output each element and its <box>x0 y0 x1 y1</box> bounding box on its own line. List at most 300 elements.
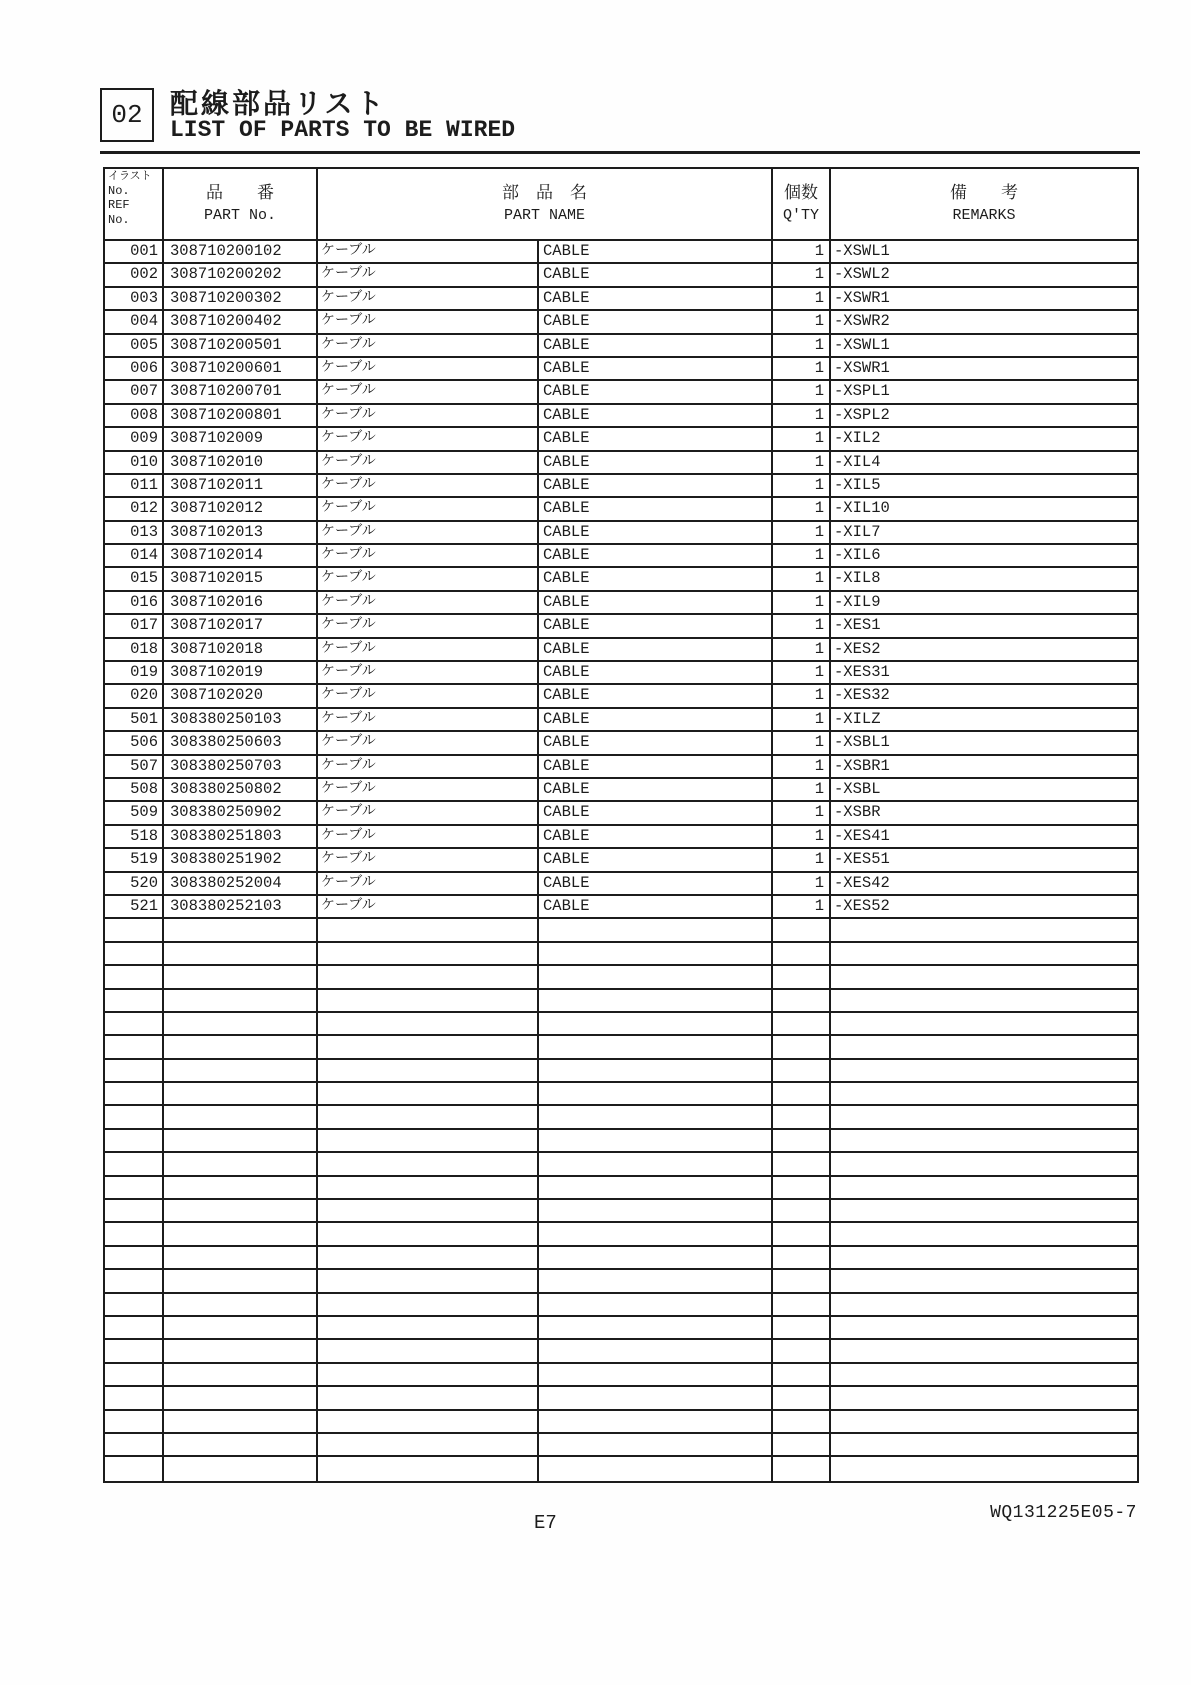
cell-ref: 509 <box>105 802 164 823</box>
cell-part-name-ja: ケーブル <box>318 428 539 449</box>
cell-qty: 1 <box>773 592 831 613</box>
cell-part-name-ja-empty <box>318 919 539 940</box>
table-row-empty <box>105 919 1137 942</box>
cell-part-no-empty <box>164 1387 318 1408</box>
cell-part-no: 3087102020 <box>164 685 318 706</box>
cell-part-no: 308710200402 <box>164 311 318 332</box>
cell-qty-empty <box>773 943 831 964</box>
cell-ref-empty <box>105 943 164 964</box>
cell-qty: 1 <box>773 568 831 589</box>
cell-ref-empty <box>105 1411 164 1432</box>
cell-qty-empty <box>773 1411 831 1432</box>
cell-qty-empty <box>773 1434 831 1455</box>
table-row-empty <box>105 1130 1137 1153</box>
cell-remarks-empty <box>831 1200 1137 1221</box>
cell-part-name-ja: ケーブル <box>318 264 539 285</box>
cell-part-name-ja: ケーブル <box>318 498 539 519</box>
cell-part-no: 308380250603 <box>164 732 318 753</box>
cell-part-name-ja-empty <box>318 1387 539 1408</box>
table-row-empty <box>105 990 1137 1013</box>
cell-part-name-en: CABLE <box>539 522 773 543</box>
cell-remarks-empty <box>831 1083 1137 1104</box>
cell-qty: 1 <box>773 802 831 823</box>
cell-part-name-en-empty <box>539 1270 773 1291</box>
cell-part-name-ja-empty <box>318 1060 539 1081</box>
cell-remarks: -XES2 <box>834 639 881 658</box>
cell-part-no-empty <box>164 1434 318 1455</box>
table-row <box>105 709 1137 732</box>
cell-ref: 019 <box>105 662 164 683</box>
cell-qty: 1 <box>773 264 831 285</box>
cell-ref: 520 <box>105 873 164 894</box>
cell-part-name-ja: ケーブル <box>318 685 539 706</box>
cell-qty: 1 <box>773 405 831 426</box>
cell-part-name-ja-empty <box>318 1153 539 1174</box>
cell-part-no-empty <box>164 1364 318 1385</box>
table-row <box>105 405 1137 428</box>
cell-part-name-en-empty <box>539 1247 773 1268</box>
cell-ref-empty <box>105 1340 164 1361</box>
cell-remarks: -XIL6 <box>834 546 881 565</box>
cell-part-name-ja-empty <box>318 1364 539 1385</box>
page-title-english: LIST OF PARTS TO BE WIRED <box>170 117 516 143</box>
cell-qty-empty <box>773 1457 831 1480</box>
cell-part-name-ja: ケーブル <box>318 545 539 566</box>
cell-qty-empty <box>773 1200 831 1221</box>
cell-part-no: 308710200102 <box>164 241 318 262</box>
cell-remarks: -XES32 <box>834 686 890 705</box>
cell-qty-empty <box>773 990 831 1011</box>
cell-part-no: 308710200701 <box>164 381 318 402</box>
cell-qty: 1 <box>773 241 831 262</box>
cell-part-no: 308380251803 <box>164 826 318 847</box>
cell-part-name-ja-empty <box>318 1247 539 1268</box>
cell-ref: 001 <box>105 241 164 262</box>
cell-remarks: -XSWR2 <box>834 312 890 331</box>
cell-part-name-ja-empty <box>318 943 539 964</box>
cell-part-name-en-empty <box>539 1340 773 1361</box>
cell-ref-empty <box>105 1036 164 1057</box>
page-title-japanese: 配線部品リスト <box>170 91 387 122</box>
cell-qty: 1 <box>773 452 831 473</box>
cell-part-no-empty <box>164 1247 318 1268</box>
cell-remarks-empty <box>831 1223 1137 1244</box>
cell-part-no-empty <box>164 1153 318 1174</box>
cell-remarks-empty <box>831 1294 1137 1315</box>
cell-remarks: -XES52 <box>834 896 890 915</box>
cell-part-name-en: CABLE <box>539 685 773 706</box>
table-row <box>105 522 1137 545</box>
cell-ref-empty <box>105 1364 164 1385</box>
table-row-empty <box>105 1223 1137 1246</box>
cell-part-name-en-empty <box>539 1130 773 1151</box>
cell-part-no: 308710200501 <box>164 335 318 356</box>
table-row <box>105 639 1137 662</box>
cell-qty: 1 <box>773 428 831 449</box>
table-row-empty <box>105 966 1137 989</box>
cell-part-name-en-empty <box>539 1106 773 1127</box>
header-part-no-en: PART No. <box>203 206 276 224</box>
cell-part-name-en: CABLE <box>539 358 773 379</box>
cell-ref: 017 <box>105 615 164 636</box>
cell-remarks-empty <box>831 966 1137 987</box>
footer-page-code: E7 <box>534 1512 557 1534</box>
cell-part-name-en-empty <box>539 1083 773 1104</box>
table-row <box>105 896 1137 919</box>
table-row-empty <box>105 1247 1137 1270</box>
cell-part-name-ja-empty <box>318 1294 539 1315</box>
cell-remarks-empty <box>831 1364 1137 1385</box>
header-remarks-ja: 備 考 <box>950 184 1018 204</box>
cell-part-name-en: CABLE <box>539 639 773 660</box>
table-row <box>105 685 1137 708</box>
table-row-empty <box>105 1340 1137 1363</box>
cell-part-no: 3087102009 <box>164 428 318 449</box>
cell-ref-empty <box>105 1457 164 1480</box>
cell-part-no: 3087102013 <box>164 522 318 543</box>
cell-qty-empty <box>773 1223 831 1244</box>
cell-ref-empty <box>105 1223 164 1244</box>
cell-remarks: -XSBL <box>834 779 881 798</box>
cell-qty-empty <box>773 1294 831 1315</box>
table-row <box>105 475 1137 498</box>
table-row-empty <box>105 1294 1137 1317</box>
cell-qty-empty <box>773 1060 831 1081</box>
cell-part-name-ja-empty <box>318 1340 539 1361</box>
table-row <box>105 873 1137 896</box>
cell-remarks: -XSWL1 <box>834 335 890 354</box>
cell-part-name-en-empty <box>539 1060 773 1081</box>
header-qty-en: Q'TY <box>782 206 819 224</box>
cell-part-name-ja: ケーブル <box>318 615 539 636</box>
cell-part-name-en-empty <box>539 1153 773 1174</box>
cell-ref-empty <box>105 1177 164 1198</box>
cell-part-name-ja: ケーブル <box>318 335 539 356</box>
table-header-row <box>105 169 1137 241</box>
cell-part-no-empty <box>164 943 318 964</box>
cell-part-name-en-empty <box>539 1036 773 1057</box>
cell-part-no-empty <box>164 1200 318 1221</box>
cell-part-no-empty <box>164 1270 318 1291</box>
cell-part-name-ja-empty <box>318 1200 539 1221</box>
cell-qty: 1 <box>773 381 831 402</box>
header-ref-line-4: No. <box>108 212 130 227</box>
cell-remarks-empty <box>831 1130 1137 1151</box>
cell-ref: 010 <box>105 452 164 473</box>
cell-ref: 007 <box>105 381 164 402</box>
cell-part-no: 308380250703 <box>164 756 318 777</box>
cell-ref: 506 <box>105 732 164 753</box>
cell-ref-empty <box>105 919 164 940</box>
cell-part-no: 3087102010 <box>164 452 318 473</box>
table-row <box>105 452 1137 475</box>
cell-part-no-empty <box>164 919 318 940</box>
cell-remarks: -XSWL2 <box>834 265 890 284</box>
cell-part-name-ja-empty <box>318 990 539 1011</box>
cell-part-name-en-empty <box>539 1457 773 1480</box>
cell-remarks-empty <box>831 990 1137 1011</box>
cell-part-no: 308380252103 <box>164 896 318 917</box>
table-row <box>105 311 1137 334</box>
cell-part-no-empty <box>164 1411 318 1432</box>
cell-qty: 1 <box>773 732 831 753</box>
cell-ref: 507 <box>105 756 164 777</box>
cell-remarks: -XIL8 <box>834 569 881 588</box>
cell-part-name-ja-empty <box>318 1130 539 1151</box>
cell-part-name-ja: ケーブル <box>318 311 539 332</box>
cell-part-name-en-empty <box>539 919 773 940</box>
cell-remarks: -XES1 <box>834 616 881 635</box>
cell-remarks: -XSBR1 <box>834 756 890 775</box>
cell-part-name-ja-empty <box>318 1317 539 1338</box>
cell-part-no-empty <box>164 1106 318 1127</box>
cell-remarks: -XSBL1 <box>834 733 890 752</box>
cell-remarks: -XIL10 <box>834 499 890 518</box>
cell-remarks-empty <box>831 1036 1137 1057</box>
cell-remarks-empty <box>831 1317 1137 1338</box>
cell-part-no: 3087102016 <box>164 592 318 613</box>
cell-part-name-en: CABLE <box>539 428 773 449</box>
cell-ref: 518 <box>105 826 164 847</box>
cell-part-name-ja: ケーブル <box>318 849 539 870</box>
cell-remarks-empty <box>831 1411 1137 1432</box>
cell-part-name-en: CABLE <box>539 896 773 917</box>
cell-qty: 1 <box>773 545 831 566</box>
cell-part-name-en: CABLE <box>539 779 773 800</box>
cell-part-name-ja-empty <box>318 1411 539 1432</box>
cell-ref: 006 <box>105 358 164 379</box>
header-part-name-en: PART NAME <box>503 206 585 224</box>
header-part-name-ja: 部 品 名 <box>502 184 587 204</box>
cell-qty-empty <box>773 1270 831 1291</box>
cell-qty: 1 <box>773 685 831 706</box>
cell-ref-empty <box>105 1294 164 1315</box>
header-part-no-ja: 品 番 <box>206 184 274 204</box>
cell-ref-empty <box>105 1434 164 1455</box>
cell-remarks-empty <box>831 1247 1137 1268</box>
cell-ref: 014 <box>105 545 164 566</box>
cell-part-name-en-empty <box>539 943 773 964</box>
cell-part-no-empty <box>164 1317 318 1338</box>
cell-part-name-ja: ケーブル <box>318 732 539 753</box>
cell-part-name-ja-empty <box>318 1106 539 1127</box>
table-row-empty <box>105 1411 1137 1434</box>
table-row <box>105 756 1137 779</box>
section-number-box <box>100 88 154 142</box>
cell-ref: 519 <box>105 849 164 870</box>
table-row-empty <box>105 1364 1137 1387</box>
cell-part-no: 308380250902 <box>164 802 318 823</box>
table-row <box>105 568 1137 591</box>
cell-part-name-en: CABLE <box>539 288 773 309</box>
cell-part-no: 3087102014 <box>164 545 318 566</box>
cell-part-name-ja-empty <box>318 1434 539 1455</box>
cell-remarks-empty <box>831 1270 1137 1291</box>
cell-qty: 1 <box>773 522 831 543</box>
cell-part-name-en: CABLE <box>539 241 773 262</box>
table-row-empty <box>105 1153 1137 1176</box>
cell-part-name-ja: ケーブル <box>318 568 539 589</box>
cell-ref: 003 <box>105 288 164 309</box>
cell-part-no-empty <box>164 1083 318 1104</box>
cell-remarks: -XSWL1 <box>834 242 890 260</box>
cell-ref: 501 <box>105 709 164 730</box>
footer-document-code: WQ131225E05-7 <box>990 1503 1137 1523</box>
title-underline-rule <box>100 151 1140 154</box>
table-row-empty <box>105 1036 1137 1059</box>
cell-part-no: 3087102018 <box>164 639 318 660</box>
cell-part-name-en: CABLE <box>539 405 773 426</box>
cell-part-no: 3087102019 <box>164 662 318 683</box>
cell-part-name-en-empty <box>539 1223 773 1244</box>
cell-part-no: 308710200302 <box>164 288 318 309</box>
table-row <box>105 241 1137 264</box>
cell-qty-empty <box>773 1106 831 1127</box>
cell-ref: 012 <box>105 498 164 519</box>
table-row <box>105 826 1137 849</box>
cell-part-name-en-empty <box>539 1294 773 1315</box>
table-row-empty <box>105 1177 1137 1200</box>
cell-part-name-ja: ケーブル <box>318 452 539 473</box>
cell-qty: 1 <box>773 288 831 309</box>
header-ref-line-1: イラスト <box>108 171 152 183</box>
cell-part-no-empty <box>164 1457 318 1480</box>
cell-part-name-en: CABLE <box>539 849 773 870</box>
cell-part-name-ja-empty <box>318 1083 539 1104</box>
cell-qty: 1 <box>773 709 831 730</box>
cell-part-name-en: CABLE <box>539 873 773 894</box>
cell-ref: 018 <box>105 639 164 660</box>
cell-ref-empty <box>105 1013 164 1034</box>
cell-part-name-ja: ケーブル <box>318 709 539 730</box>
cell-part-name-en-empty <box>539 1317 773 1338</box>
cell-remarks: -XILZ <box>834 709 881 728</box>
cell-ref: 508 <box>105 779 164 800</box>
cell-qty: 1 <box>773 615 831 636</box>
cell-qty-empty <box>773 1340 831 1361</box>
cell-qty: 1 <box>773 849 831 870</box>
cell-ref: 002 <box>105 264 164 285</box>
cell-remarks: -XSWR1 <box>834 358 890 377</box>
cell-part-no: 308710200601 <box>164 358 318 379</box>
cell-ref: 020 <box>105 685 164 706</box>
cell-remarks-empty <box>831 943 1137 964</box>
table-row <box>105 592 1137 615</box>
table-row-empty <box>105 1387 1137 1410</box>
cell-ref-empty <box>105 1387 164 1408</box>
cell-ref-empty <box>105 1247 164 1268</box>
cell-part-name-en-empty <box>539 1434 773 1455</box>
cell-remarks-empty <box>831 1434 1137 1455</box>
cell-part-name-ja-empty <box>318 1223 539 1244</box>
header-qty-ja: 個数 <box>784 184 818 204</box>
cell-qty-empty <box>773 1013 831 1034</box>
cell-part-name-ja: ケーブル <box>318 639 539 660</box>
cell-remarks: -XSPL1 <box>834 382 890 401</box>
cell-part-name-ja-empty <box>318 1177 539 1198</box>
cell-qty: 1 <box>773 311 831 332</box>
cell-part-no-empty <box>164 1013 318 1034</box>
table-row <box>105 335 1137 358</box>
cell-part-name-en-empty <box>539 1013 773 1034</box>
cell-part-name-ja: ケーブル <box>318 522 539 543</box>
cell-part-no: 3087102012 <box>164 498 318 519</box>
cell-remarks-empty <box>831 1457 1137 1480</box>
cell-remarks: -XES51 <box>834 850 890 869</box>
cell-qty-empty <box>773 1036 831 1057</box>
table-row-empty <box>105 1270 1137 1293</box>
cell-qty: 1 <box>773 756 831 777</box>
cell-part-no: 308710200202 <box>164 264 318 285</box>
cell-part-name-ja-empty <box>318 1270 539 1291</box>
cell-part-no: 308380252004 <box>164 873 318 894</box>
cell-ref-empty <box>105 1106 164 1127</box>
cell-part-name-ja: ケーブル <box>318 826 539 847</box>
cell-qty: 1 <box>773 873 831 894</box>
cell-part-name-en: CABLE <box>539 381 773 402</box>
table-row <box>105 498 1137 521</box>
cell-part-name-ja: ケーブル <box>318 288 539 309</box>
cell-qty: 1 <box>773 779 831 800</box>
header-cell-qty <box>773 169 831 239</box>
cell-part-no-empty <box>164 1177 318 1198</box>
cell-part-name-en: CABLE <box>539 662 773 683</box>
cell-part-name-en: CABLE <box>539 826 773 847</box>
cell-remarks: -XIL5 <box>834 475 881 494</box>
cell-ref: 009 <box>105 428 164 449</box>
cell-remarks: -XSPL2 <box>834 405 890 424</box>
cell-part-name-en: CABLE <box>539 756 773 777</box>
cell-part-name-en: CABLE <box>539 452 773 473</box>
cell-remarks: -XES42 <box>834 873 890 892</box>
cell-remarks: -XES31 <box>834 663 890 682</box>
parts-table <box>103 167 1139 1483</box>
cell-part-name-ja: ケーブル <box>318 475 539 496</box>
cell-remarks: -XES41 <box>834 826 890 845</box>
cell-part-name-ja: ケーブル <box>318 405 539 426</box>
cell-part-no-empty <box>164 1294 318 1315</box>
table-row <box>105 264 1137 287</box>
cell-part-name-en-empty <box>539 990 773 1011</box>
cell-remarks-empty <box>831 919 1137 940</box>
cell-qty: 1 <box>773 826 831 847</box>
cell-part-no: 308710200801 <box>164 405 318 426</box>
cell-part-name-en: CABLE <box>539 264 773 285</box>
cell-ref-empty <box>105 1270 164 1291</box>
cell-remarks: -XIL2 <box>834 429 881 448</box>
table-row-empty <box>105 1434 1137 1457</box>
cell-part-name-ja-empty <box>318 1036 539 1057</box>
table-body <box>105 241 1137 1481</box>
table-row <box>105 779 1137 802</box>
cell-qty-empty <box>773 1153 831 1174</box>
table-row <box>105 849 1137 872</box>
table-row-empty <box>105 1106 1137 1129</box>
cell-part-name-ja: ケーブル <box>318 756 539 777</box>
cell-part-no: 3087102017 <box>164 615 318 636</box>
cell-qty: 1 <box>773 475 831 496</box>
cell-part-name-en: CABLE <box>539 545 773 566</box>
cell-remarks-empty <box>831 1387 1137 1408</box>
cell-part-name-ja: ケーブル <box>318 662 539 683</box>
cell-qty: 1 <box>773 358 831 379</box>
cell-qty-empty <box>773 1083 831 1104</box>
cell-part-name-ja: ケーブル <box>318 896 539 917</box>
cell-ref: 005 <box>105 335 164 356</box>
cell-part-name-en: CABLE <box>539 802 773 823</box>
cell-part-no-empty <box>164 990 318 1011</box>
table-row-empty <box>105 943 1137 966</box>
